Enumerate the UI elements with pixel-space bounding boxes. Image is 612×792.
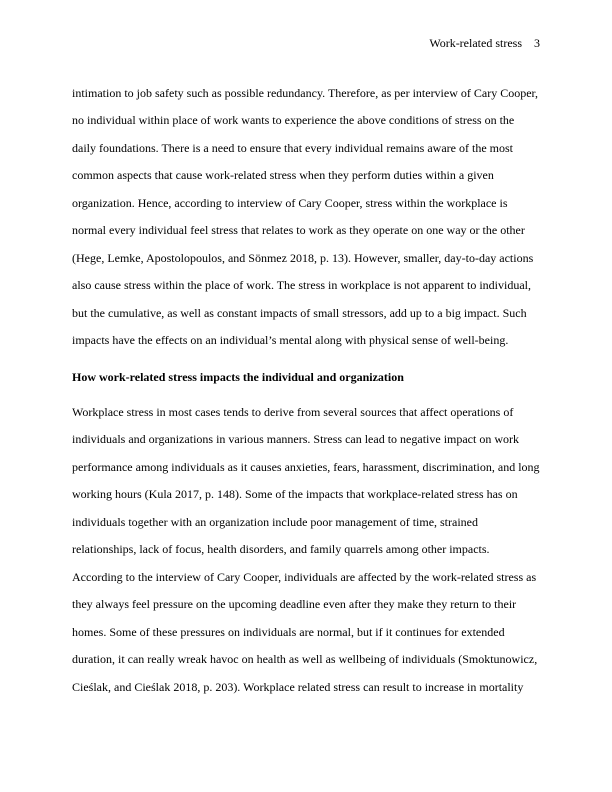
text-line: individuals together with an organization include poor management of time, strained (72, 515, 479, 529)
text-line: According to the interview of Cary Cooper, individuals are affected by the work-related stress as (72, 570, 537, 584)
text-line: also cause stress within the place of work. The stress in workplace is not apparent to individual, (72, 278, 531, 292)
text-line: performance among individuals as it causes anxieties, fears, harassment, discrimination, and long (72, 460, 540, 474)
text-line: normal every individual feel stress that relates to work as they operate on one way or the other (72, 223, 525, 237)
text-line: homes. Some of these pressures on individuals are normal, but if it continues for extended (72, 625, 505, 639)
text-line: no individual within place of work wants to experience the above conditions of stress on the (72, 113, 515, 127)
text-line: organization. Hence, according to interview of Cary Cooper, stress within the workplace is (72, 196, 508, 210)
running-head (429, 36, 540, 50)
page-number: 3 (534, 36, 540, 50)
text-line: duration, it can really wreak havoc on health as well as wellbeing of individuals (Smoktunowicz, (72, 652, 538, 666)
text-line: Cieślak, and Cieślak 2018, p. 203). Workplace related stress can result to increase in mortality (72, 680, 524, 694)
running-title: Work-related stress (429, 36, 522, 50)
text-line: (Hege, Lemke, Apostolopoulos, and Sönmez 2018, p. 13). However, smaller, day-to-day actions (72, 251, 534, 265)
section-heading: How work-related stress impacts the individual and organization (72, 370, 404, 384)
text-line: daily foundations. There is a need to ensure that every individual remains aware of the most (72, 141, 513, 155)
text-line: working hours (Kula 2017, p. 148). Some of the impacts that workplace-related stress has on (72, 487, 518, 501)
text-line: relationships, lack of focus, health disorders, and family quarrels among other impacts. (72, 542, 490, 556)
text-line: individuals and organizations in various manners. Stress can lead to negative impact on work (72, 432, 520, 446)
text-line: common aspects that cause work-related stress when they perform duties within a given (72, 168, 494, 182)
text-line: intimation to job safety such as possible redundancy. Therefore, as per interview of Cary Cooper, (72, 86, 539, 100)
text-line: they always feel pressure on the upcoming deadline even after they make they return to their (72, 597, 517, 611)
text-line: but the cumulative, as well as constant impacts of small stressors, add up to a big impact. Such (72, 306, 527, 320)
text-line: impacts have the effects on an individual’s mental along with physical sense of well-being. (72, 333, 509, 347)
text-line: Workplace stress in most cases tends to derive from several sources that affect operations of (72, 405, 514, 419)
